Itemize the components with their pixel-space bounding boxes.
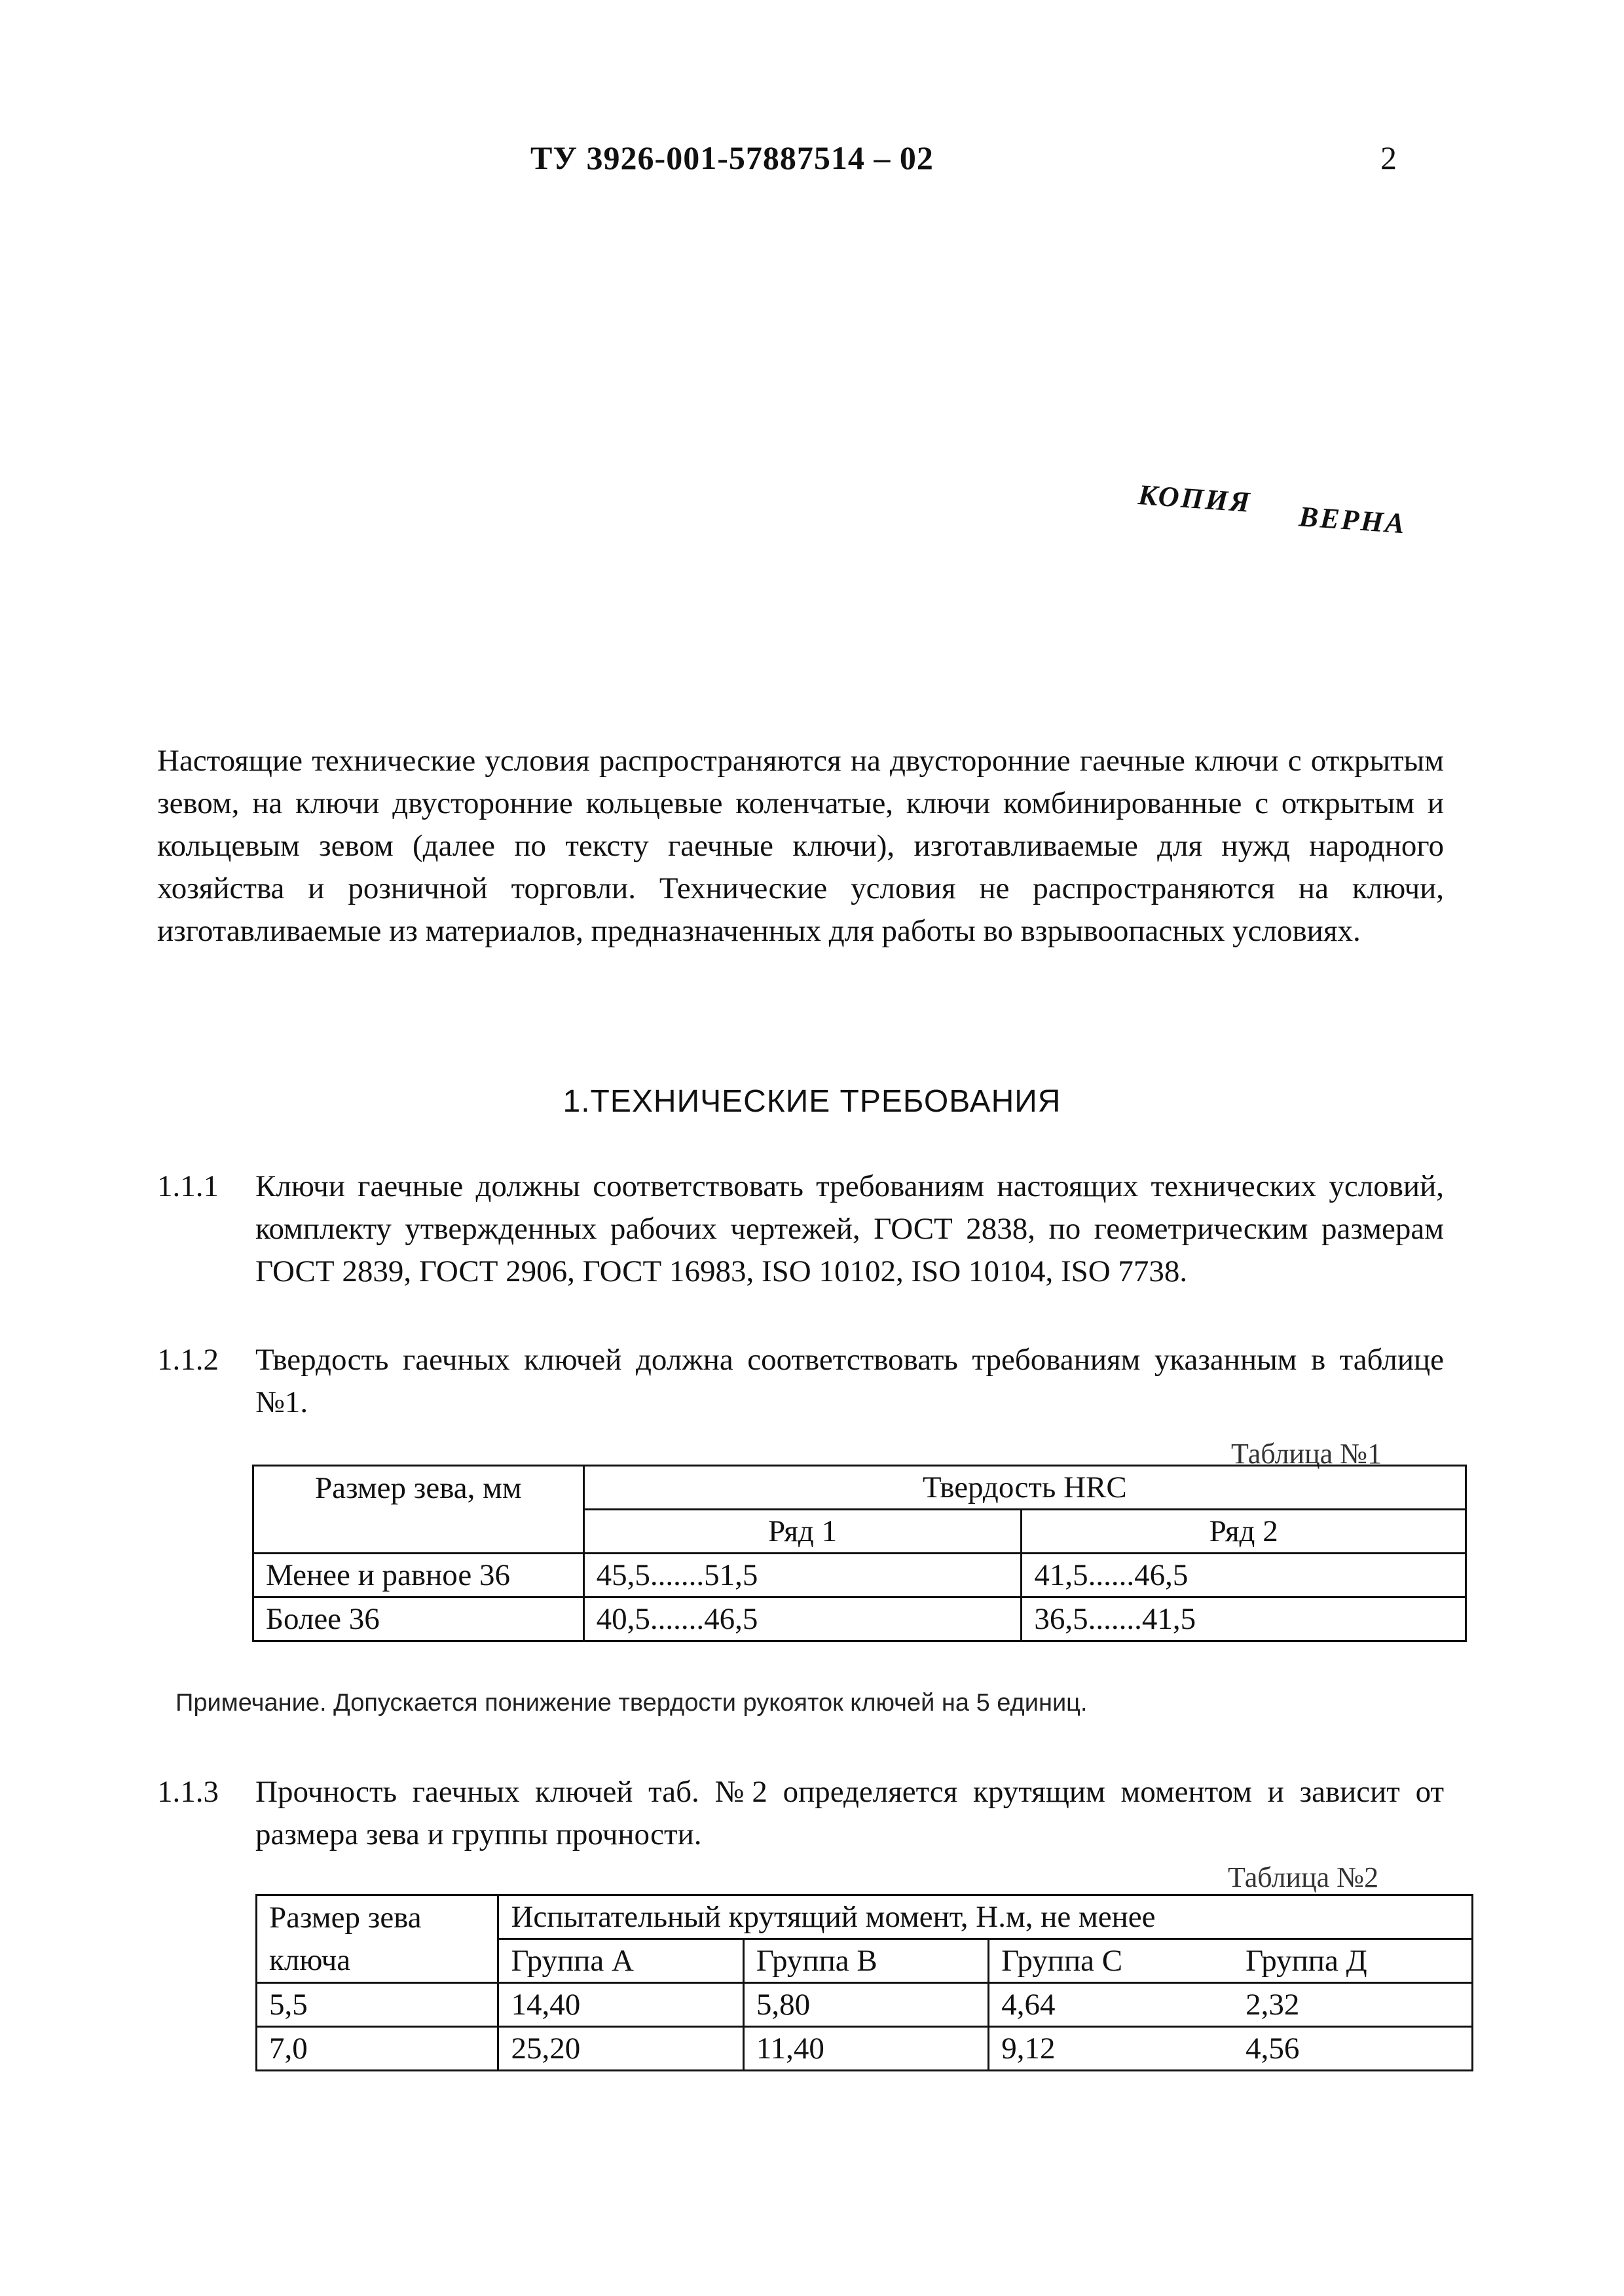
clause-text: Твердость гаечных ключей должна соответствовать требованиям указанным в таблице №1. <box>255 1343 1444 1419</box>
clause-1-1-2 <box>157 1339 1444 1424</box>
cell-size: Менее и равное 36 <box>253 1554 584 1597</box>
certified-copy-stamp <box>1137 478 1408 540</box>
cell-group-a: 14,40 <box>498 1983 743 2027</box>
hardness-table <box>252 1465 1467 1642</box>
cell-group-a: 25,20 <box>498 2027 743 2071</box>
cell-row2: 36,5.......41,5 <box>1022 1597 1466 1641</box>
cell-group-c: 4,64 <box>989 1983 1234 2027</box>
page-number: 2 <box>1380 139 1397 176</box>
table-row <box>253 1554 1466 1597</box>
cell-size: 7,0 <box>257 2027 498 2071</box>
table-header-row <box>257 1895 1473 1939</box>
header-jaw-size-line2: ключа <box>257 1939 498 1983</box>
cell-group-c: 9,12 <box>989 2027 1234 2071</box>
subheader-group-a: Группа А <box>498 1939 743 1983</box>
table-subheader-row <box>257 1939 1473 1983</box>
cell-row1: 45,5.......51,5 <box>583 1554 1022 1597</box>
clause-1-1-1 <box>157 1165 1444 1293</box>
document-code: ТУ 3926-001-57887514 – 02 <box>530 139 934 176</box>
table1-note: Примечание. Допускается понижение твердости рукояток ключей на 5 единиц. <box>175 1689 1088 1717</box>
header-hardness: Твердость HRC <box>583 1466 1466 1510</box>
table2-caption: Таблица №2 <box>1228 1861 1379 1893</box>
subheader-group-c: Группа С <box>989 1939 1234 1983</box>
subheader-row2: Ряд 2 <box>1022 1510 1466 1554</box>
stamp-word-copy: КОПИЯ <box>1137 478 1253 519</box>
table-row <box>257 1983 1473 2027</box>
table1-caption: Таблица №1 <box>1231 1438 1382 1470</box>
clause-text: Прочность гаечных ключей таб. №2 определяется крутящим моментом и зависит от размера зева и группы прочности. <box>255 1775 1444 1851</box>
table-row <box>253 1597 1466 1641</box>
cell-group-b: 5,80 <box>743 1983 988 2027</box>
subheader-row1: Ряд 1 <box>583 1510 1022 1554</box>
intro-paragraph: Настоящие технические условия распространяются на двусторонние гаечные ключи с открытым зевом, на ключи двусторонние кольцевые коленчатые, ключи комбинированные с открытым и кольцевым зевом (далее по тексту гаечные ключи), изготавливаемые для нужд народного хозяйства и розничной торговли. Технические условия не распространяются на ключи, изготавливаемые из материалов, предназначенных для работы во взрывоопасных условиях. <box>157 744 1444 948</box>
cell-group-d: 2,32 <box>1234 1983 1472 2027</box>
cell-group-b: 11,40 <box>743 2027 988 2071</box>
cell-row1: 40,5.......46,5 <box>583 1597 1022 1641</box>
clause-text: Ключи гаечные должны соответствовать требованиям настоящих технических условий, комплекту утвержденных рабочих чертежей, ГОСТ 2838, по геометрическим размерам ГОСТ 2839, ГОСТ 2906, ГОСТ 16983, ISO 10102, ISO 10104, ISO 7738. <box>255 1169 1444 1288</box>
cell-size: 5,5 <box>257 1983 498 2027</box>
subheader-group-b: Группа В <box>743 1939 988 1983</box>
table-header-row <box>253 1466 1466 1510</box>
torque-table <box>255 1894 1473 2071</box>
cell-size: Более 36 <box>253 1597 584 1641</box>
header-jaw-size: Размер зева, мм <box>253 1466 584 1554</box>
clause-number: 1.1.1 <box>157 1169 219 1203</box>
header-jaw-size-line1: Размер зева <box>257 1895 498 1939</box>
clause-number: 1.1.2 <box>157 1343 219 1377</box>
cell-row2: 41,5......46,5 <box>1022 1554 1466 1597</box>
header-test-torque: Испытательный крутящий момент, Н.м, не менее <box>498 1895 1473 1939</box>
stamp-word-true: ВЕРНА <box>1298 500 1408 540</box>
cell-group-d: 4,56 <box>1234 2027 1472 2071</box>
table-row <box>257 2027 1473 2071</box>
clause-1-1-3 <box>157 1771 1444 1856</box>
clause-number: 1.1.3 <box>157 1775 219 1809</box>
section-title: 1.ТЕХНИЧЕСКИЕ ТРЕБОВАНИЯ <box>563 1084 1061 1119</box>
subheader-group-d: Группа Д <box>1234 1939 1472 1983</box>
